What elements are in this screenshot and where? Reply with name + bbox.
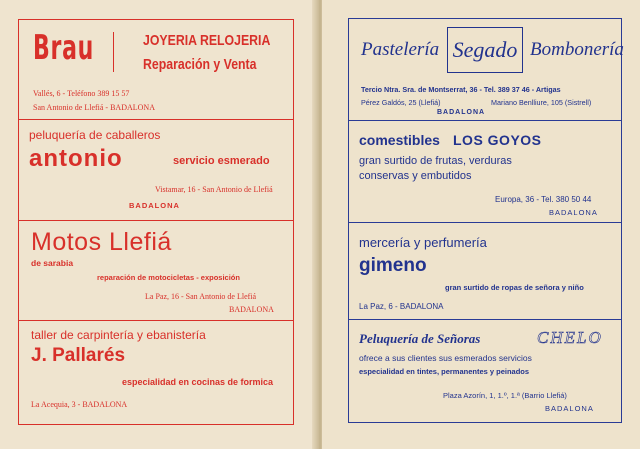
left-page [0,0,318,449]
chelo-line2: especialidad en tintes, permanentes y peinados [359,367,530,376]
brau-district: San Antonio de Llefiá - BADALONA [33,103,155,112]
right-page [322,0,640,449]
antonio-tagline: servicio esmerado [173,155,270,167]
separator-r2 [349,222,621,223]
segado-right-word: Bombonería [530,39,624,60]
segado-logo: Segado [452,37,518,62]
antonio-line1: peluquería de caballeros [29,128,161,142]
brau-divider [113,32,114,72]
goyos-city: BADALONA [549,208,598,217]
segado-logo-box [447,27,523,73]
segado-address2b: Mariano Benlliure, 105 (Sistrell) [491,98,592,107]
segado-address1: Tercio Ntra. Sra. de Montserrat, 36 - Tel. 389 37 46 - Artigas [361,85,561,94]
goyos-address: Europa, 36 - Tel. 380 50 44 [495,195,592,204]
segado-left-word: Pastelería [361,39,440,60]
antonio-city: BADALONA [129,201,180,210]
gimeno-tagline: gran surtido de ropas de señora y niño [445,283,584,292]
motos-service: reparación de motocicletas - exposición [97,273,240,282]
separator-1 [19,119,293,120]
motos-city: BADALONA [229,305,274,314]
separator-r1 [349,120,621,121]
pallares-tagline: especialidad en cocinas de formica [122,377,274,387]
pallares-line1: taller de carpintería y ebanistería [31,328,206,342]
left-ads-frame [18,19,294,425]
chelo-address: Plaza Azorín, 1, 1.º, 1.ª (Barrio Llefiá) [443,391,567,400]
pallares-name: J. Pallarés [31,345,126,366]
right-ads-frame [348,18,622,423]
separator-2 [19,220,293,221]
goyos-name-a: comestibles [359,132,440,148]
gimeno-address: La Paz, 6 - BADALONA [359,302,444,311]
gimeno-name: gimeno [359,255,427,276]
antonio-name: antonio [29,145,123,172]
motos-address: La Paz, 16 - San Antonio de Llefiá [145,292,257,301]
brau-line1: JOYERIA RELOJERIA [143,32,271,49]
separator-r3 [349,319,621,320]
chelo-city: BADALONA [545,404,594,413]
goyos-desc1: gran surtido de frutas, verduras [359,155,512,167]
segado-city: BADALONA [437,109,486,116]
pallares-address: La Acequia, 3 - BADALONA [31,400,128,409]
separator-3 [19,320,293,321]
segado-address2a: Pérez Galdós, 25 (Llefiá) [361,98,441,107]
brau-address: Vallés, 6 - Teléfono 389 15 57 [33,89,130,98]
goyos-name-b: LOS GOYOS [453,132,542,148]
chelo-logo: CHELO [537,328,603,347]
gimeno-line1: mercería y perfumería [359,235,487,250]
motos-name: Motos Llefiá [31,228,172,256]
chelo-line1: ofrece a sus clientes sus esmerados servicios [359,353,532,363]
brau-logo: Brau [33,28,95,68]
antonio-address: Vistamar, 16 - San Antonio de Llefiá [155,185,273,194]
chelo-title: Peluquería de Señoras [359,331,481,346]
brau-line2: Reparación y Venta [143,56,257,73]
goyos-desc2: conservas y embutidos [359,170,472,182]
motos-owner: de sarabia [31,258,74,268]
